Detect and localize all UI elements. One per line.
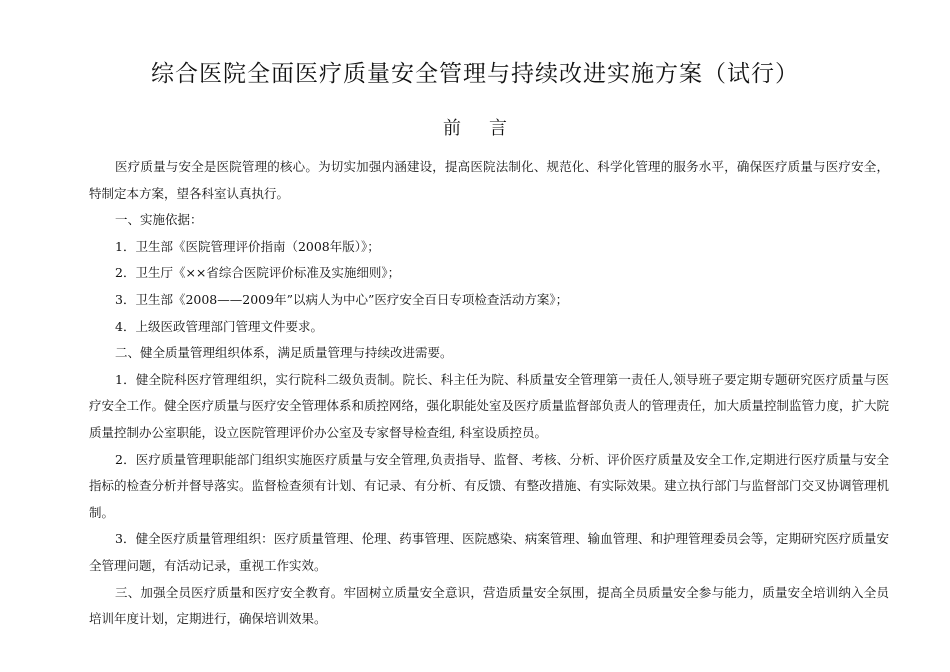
section-heading-basis: 一、实施依据： — [115, 212, 203, 228]
section-heading-organization: 二、健全质量管理组织体系，满足质量管理与持续改进需要。 — [115, 345, 453, 361]
list-item: 1．卫生部《医院管理评价指南（2008年版）》； — [115, 238, 380, 254]
paragraph-intro: 医疗质量与安全是医院管理的核心。为切实加强内涵建设，提高医院法制化、规范化、科学化管理的服务水平，确保医疗质量与医疗安全，特制定本方案，望各科室认真执行。 — [89, 159, 889, 201]
preface-heading: 前言 — [443, 118, 535, 139]
document-body — [89, 154, 889, 633]
list-item: 3．健全医疗质量管理组织：医疗质量管理、伦理、药事管理、医院感染、病案管理、输血管理、和护理管理委员会等，定期研究医疗质量安全管理问题，有活动记录，重视工作实效。 — [89, 531, 889, 573]
document-title: 综合医院全面医疗质量安全管理与持续改进实施方案（试行） — [151, 61, 799, 87]
list-item: 2．卫生厅《××省综合医院评价标准及实施细则》； — [115, 265, 401, 281]
list-item: 1．健全院科医疗管理组织，实行院科二级负责制。院长、科主任为院、科质量安全管理第一责任人,领导班子要定期专题研究医疗质量与医疗安全工作。健全医疗质量与医疗安全管理体系和质控网络，强化职能处室及医疗质量监督部负责人的管理责任，加大质量控制监管力度，扩大院质量控制办公室职能，设立医院管理评价办公室及专家督导检查组, 科室设质控员。 — [89, 371, 890, 440]
section-heading-education: 三、加强全员医疗质量和医疗安全教育。牢固树立质量安全意识，营造质量安全氛围，提高全员质量安全参与能力，质量安全培训纳入全员培训年度计划，定期进行，确保培训效果。 — [89, 584, 889, 627]
list-item: 3．卫生部《2008——2009年”以病人为中心”医疗安全百日专项检查活动方案》； — [115, 291, 569, 307]
list-item: 2．医疗质量管理职能部门组织实施医疗质量与安全管理,负责指导、监督、考核、分析、评价医疗质量及安全工作,定期进行医疗质量与安全指标的检查分析并督导落实。监督检查须有计划、有记录、有分析、有反馈、有整改措施、有实际效果。建立执行部门与监督部门交叉协调管理机制。 — [89, 451, 890, 520]
list-item: 4．上级医政管理部门管理文件要求。 — [115, 318, 323, 334]
